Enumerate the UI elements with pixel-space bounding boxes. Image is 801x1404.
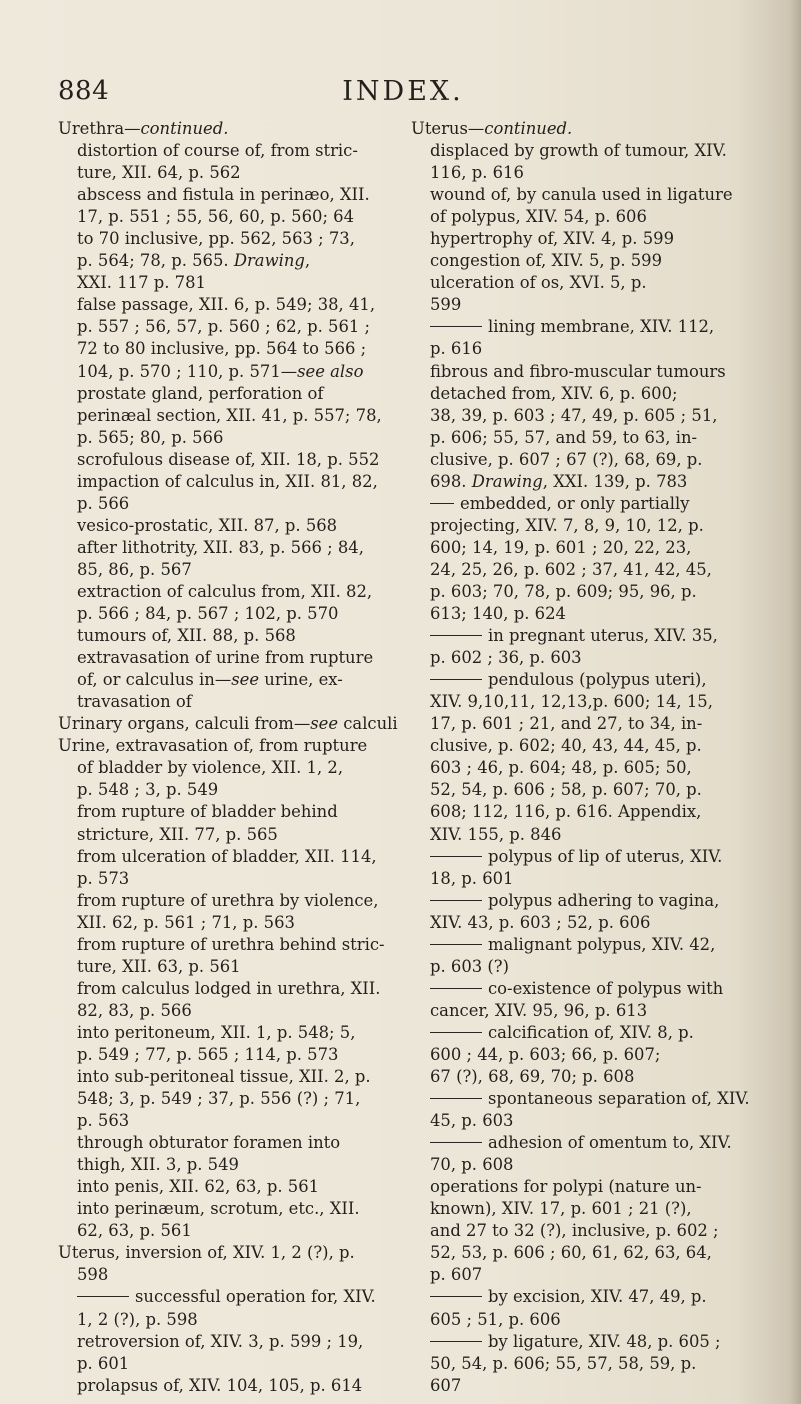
- entry-text: of polypus, XIV. 54, p. 606: [430, 207, 647, 227]
- index-entry-line: [58, 1066, 393, 1088]
- index-entry-line: [411, 206, 746, 228]
- entry-text: impaction of calculus in, XII. 81, 82,: [77, 471, 378, 491]
- entry-text: and 27 to 32 (?), inclusive, p. 602 ;: [430, 1221, 719, 1241]
- index-entry-line: [58, 824, 393, 846]
- index-entry-line: [411, 184, 746, 206]
- entry-text: 18, p. 601: [430, 868, 514, 888]
- index-entry-line: [411, 669, 746, 691]
- index-entry-line: [58, 912, 393, 934]
- ditto-dash: [430, 900, 482, 901]
- entry-text: projecting, XIV. 7, 8, 9, 10, 12, p.: [430, 515, 704, 535]
- entry-text: of, or calculus in—: [77, 670, 232, 690]
- index-entry-line: [58, 515, 393, 537]
- entry-text: ture, XII. 64, p. 562: [77, 163, 241, 183]
- entry-text: extravasation of urine from rupture: [77, 648, 374, 668]
- entry-text: urine, ex-: [259, 670, 343, 690]
- entry-text: , XXI. 139, p. 783: [542, 471, 688, 491]
- ditto-dash: [430, 1296, 482, 1297]
- index-entry-line: [58, 493, 393, 515]
- index-entry-line: [58, 890, 393, 912]
- index-entry-line: [58, 228, 393, 250]
- entry-text: p. 565; 80, p. 566: [77, 427, 224, 447]
- index-heading-line: [58, 1242, 393, 1264]
- index-entry-line: [411, 647, 746, 669]
- index-entry-line: [58, 1198, 393, 1220]
- index-entry-line: [411, 515, 746, 537]
- entry-text: embedded, or only partially: [460, 493, 690, 513]
- entry-text: clusive, p. 602; 40, 43, 44, 45, p.: [430, 736, 702, 756]
- entry-text: Uterus—: [411, 119, 485, 138]
- entry-text: XIV. 43, p. 603 ; 52, p. 606: [430, 912, 651, 932]
- entry-text: congestion of, XIV. 5, p. 599: [430, 251, 663, 271]
- entry-text: thigh, XII. 3, p. 549: [77, 1155, 239, 1175]
- index-entry-line: [58, 1132, 393, 1154]
- entry-text: p. 564; 78, p. 565.: [77, 251, 234, 271]
- index-entry-line: [58, 801, 393, 823]
- index-entry-line: [411, 1220, 746, 1242]
- entry-text: polypus of lip of uterus, XIV.: [488, 846, 723, 866]
- entry-text: stricture, XII. 77, p. 565: [77, 824, 278, 844]
- index-entry-line: [411, 1331, 746, 1353]
- index-entry-line: [411, 1309, 746, 1331]
- entry-text: 613; 140, p. 624: [430, 604, 566, 624]
- entry-text: 598: [77, 1265, 109, 1285]
- index-entry-line: [411, 978, 746, 1000]
- entry-text: extraction of calculus from, XII. 82,: [77, 581, 373, 601]
- running-head: INDEX.: [342, 76, 464, 107]
- entry-text: hypertrophy of, XIV. 4, p. 599: [430, 229, 675, 249]
- index-entry-line: [58, 537, 393, 559]
- index-entry-line: [58, 1309, 393, 1331]
- entry-text: XIV. 9,10,11, 12,13,p. 600; 14, 15,: [430, 692, 713, 712]
- index-heading-line: [411, 118, 746, 140]
- entry-text: 605 ; 51, p. 606: [430, 1309, 561, 1329]
- index-entry-line: [411, 1132, 746, 1154]
- entry-text: Urine, extravasation of, from rupture: [58, 736, 368, 756]
- index-entry-line: [411, 779, 746, 801]
- entry-text: from rupture of bladder behind: [77, 802, 338, 822]
- index-entry-line: [411, 912, 746, 934]
- index-entry-line: [58, 1154, 393, 1176]
- index-entry-line: [411, 1353, 746, 1375]
- entry-text: 24, 25, 26, p. 602 ; 37, 41, 42, 45,: [430, 559, 712, 579]
- index-entry-line: [411, 272, 746, 294]
- entry-text: travasation of: [77, 692, 192, 712]
- entry-text: lining membrane, XIV. 112,: [488, 317, 715, 337]
- entry-text: fibrous and fibro-muscular tumours: [430, 361, 726, 381]
- entry-text: 17, p. 551 ; 55, 56, 60, p. 560; 64: [77, 207, 355, 227]
- entry-text: into peritoneum, XII. 1, p. 548; 5,: [77, 1022, 356, 1042]
- index-entry-line: [411, 1198, 746, 1220]
- index-entry-line: [411, 1000, 746, 1022]
- entry-text: pendulous (polypus uteri),: [488, 670, 707, 690]
- index-entry-line: [58, 669, 393, 691]
- index-entry-line: [58, 449, 393, 471]
- ditto-dash: [430, 635, 482, 636]
- entry-text: known), XIV. 17, p. 601 ; 21 (?),: [430, 1199, 692, 1219]
- entry-text: wound of, by canula used in ligature: [430, 185, 733, 205]
- index-entry-line: [58, 1088, 393, 1110]
- entry-text: 599: [430, 295, 462, 315]
- index-entry-line: [58, 316, 393, 338]
- entry-text: by excision, XIV. 47, 49, p.: [488, 1287, 707, 1307]
- entry-text: from ulceration of bladder, XII. 114,: [77, 846, 377, 866]
- index-entry-line: [411, 1176, 746, 1198]
- entry-text: 38, 39, p. 603 ; 47, 49, p. 605 ; 51,: [430, 405, 718, 425]
- entry-text: from rupture of urethra by violence,: [77, 890, 379, 910]
- index-entry-line: [411, 1044, 746, 1066]
- entry-text: of bladder by violence, XII. 1, 2,: [77, 758, 344, 778]
- index-entry-line: [58, 691, 393, 713]
- entry-text: after lithotrity, XII. 83, p. 566 ; 84,: [77, 537, 364, 557]
- entry-text: p. 549 ; 77, p. 565 ; 114, p. 573: [77, 1044, 339, 1064]
- entry-text: from rupture of urethra behind stric-: [77, 934, 385, 954]
- index-entry-line: [58, 427, 393, 449]
- index-entry-line: [58, 272, 393, 294]
- entry-text: 17, p. 601 ; 21, and 27, to 34, in-: [430, 714, 703, 734]
- entry-text: p. 563: [77, 1111, 130, 1131]
- ditto-dash: [77, 1296, 129, 1297]
- index-entry-line: [58, 956, 393, 978]
- entry-text: 52, 54, p. 606 ; 58, p. 607; 70, p.: [430, 780, 702, 800]
- index-entry-line: [58, 383, 393, 405]
- index-entry-line: [411, 405, 746, 427]
- index-entry-line: [411, 757, 746, 779]
- italic-text: see also: [297, 361, 364, 381]
- index-entry-line: [411, 934, 746, 956]
- index-entry-line: [411, 449, 746, 471]
- index-entry-line: [58, 1331, 393, 1353]
- entry-text: 82, 83, p. 566: [77, 1000, 192, 1020]
- entry-text: 548; 3, p. 549 ; 37, p. 556 (?) ; 71,: [77, 1089, 361, 1109]
- entry-text: 698.: [430, 471, 472, 491]
- index-entry-line: [411, 713, 746, 735]
- index-entry-line: [58, 779, 393, 801]
- index-entry-line: [411, 1154, 746, 1176]
- index-heading-line: [58, 713, 398, 735]
- entry-text: distortion of course of, from stric-: [77, 141, 358, 161]
- entry-text: 607: [430, 1375, 462, 1395]
- entry-text: p. 603; 70, 78, p. 609; 95, 96, p.: [430, 581, 697, 601]
- entry-text: 85, 86, p. 567: [77, 559, 192, 579]
- index-entry-line: [58, 206, 393, 228]
- entry-text: in pregnant uterus, XIV. 35,: [488, 626, 718, 646]
- italic-text: see: [310, 714, 339, 734]
- index-entry-line: [411, 846, 746, 868]
- index-column-left: [58, 118, 398, 1397]
- entry-text: operations for polypi (nature un-: [430, 1177, 702, 1197]
- index-entry-line: [58, 625, 393, 647]
- index-entry-line: [411, 603, 746, 625]
- index-entry-line: [411, 956, 746, 978]
- entry-text: spontaneous separation of, XIV.: [488, 1089, 750, 1109]
- entry-text: 70, p. 608: [430, 1155, 514, 1175]
- index-entry-line: [58, 581, 393, 603]
- entry-text: 50, 54, p. 606; 55, 57, 58, 59, p.: [430, 1353, 697, 1373]
- index-entry-line: [411, 140, 746, 162]
- italic-text: see: [231, 670, 260, 690]
- entry-text: cancer, XIV. 95, 96, p. 613: [430, 1000, 648, 1020]
- entry-text: prolapsus of, XIV. 104, 105, p. 614: [77, 1375, 363, 1395]
- index-entry-line: [411, 294, 746, 316]
- entry-text: 67 (?), 68, 69, 70; p. 608: [430, 1067, 635, 1087]
- entry-text: p. 548 ; 3, p. 549: [77, 780, 219, 800]
- index-entry-line: [58, 250, 393, 272]
- index-entry-line: [411, 868, 746, 890]
- ditto-dash: [430, 1142, 482, 1143]
- ditto-dash: [430, 679, 482, 680]
- index-entry-line: [411, 250, 746, 272]
- index-entry-line: [58, 846, 393, 868]
- index-entry-line: [58, 471, 393, 493]
- index-entry-line: [58, 1110, 393, 1132]
- entry-text: p. 557 ; 56, 57, p. 560 ; 62, p. 561 ;: [77, 317, 371, 337]
- entry-text: through obturator foramen into: [77, 1133, 341, 1153]
- index-heading-line: [58, 118, 393, 140]
- index-entry-line: [58, 1000, 393, 1022]
- index-entry-line: [411, 1022, 746, 1044]
- index-entry-line: [58, 1220, 393, 1242]
- index-entry-line: [411, 228, 746, 250]
- entry-text: p. 566 ; 84, p. 567 ; 102, p. 570: [77, 604, 339, 624]
- italic-text: Drawing: [233, 251, 305, 271]
- entry-text: 52, 53, p. 606 ; 60, 61, 62, 63, 64,: [430, 1243, 712, 1263]
- entry-text: 600; 14, 19, p. 601 ; 20, 22, 23,: [430, 537, 692, 557]
- index-entry-line: [411, 1264, 746, 1286]
- index-entry-line: [58, 1176, 393, 1198]
- entry-text: by ligature, XIV. 48, p. 605 ;: [488, 1331, 721, 1351]
- index-entry-line: [411, 735, 746, 757]
- index-entry-line: [411, 162, 746, 184]
- entry-text: malignant polypus, XIV. 42,: [488, 934, 716, 954]
- index-entry-line: [58, 978, 393, 1000]
- entry-text: ulceration of os, XVI. 5, p.: [430, 273, 647, 293]
- ditto-dash: [430, 1032, 482, 1033]
- entry-text: tumours of, XII. 88, p. 568: [77, 626, 296, 646]
- entry-text: prostate gland, perforation of: [77, 383, 324, 403]
- index-entry-line: [411, 559, 746, 581]
- ditto-dash: [430, 944, 482, 945]
- index-entry-line: [411, 1088, 750, 1110]
- entry-text: perinæal section, XII. 41, p. 557; 78,: [77, 405, 382, 425]
- ditto-dash: [430, 856, 482, 857]
- entry-text: 72 to 80 inclusive, pp. 564 to 566 ;: [77, 339, 367, 359]
- entry-text: ture, XII. 63, p. 561: [77, 956, 241, 976]
- index-entry-line: [58, 361, 393, 383]
- index-entry-line: [411, 1066, 746, 1088]
- entry-text: p. 566: [77, 493, 130, 513]
- entry-text: retroversion of, XIV. 3, p. 599 ; 19,: [77, 1331, 364, 1351]
- page-header: [58, 70, 748, 110]
- index-entry-line: [58, 1286, 393, 1308]
- ditto-dash: [430, 1098, 482, 1099]
- entry-text: 104, p. 570 ; 110, p. 571—: [77, 361, 298, 381]
- index-entry-line: [58, 757, 393, 779]
- index-entry-line: [58, 603, 393, 625]
- index-entry-line: [411, 581, 746, 603]
- index-entry-line: [58, 1353, 393, 1375]
- entry-text: 608; 112, 116, p. 616. Appendix,: [430, 802, 702, 822]
- entry-text: XII. 62, p. 561 ; 71, p. 563: [77, 912, 295, 932]
- entry-text: p. 601: [77, 1353, 130, 1373]
- entry-text: into sub-peritoneal tissue, XII. 2, p.: [77, 1067, 371, 1087]
- ditto-dash: [430, 503, 454, 504]
- index-entry-line: [58, 868, 393, 890]
- index-entry-line: [411, 537, 746, 559]
- index-heading-line: [58, 735, 393, 757]
- index-entry-line: [411, 625, 746, 647]
- index-entry-line: [411, 1110, 746, 1132]
- index-entry-line: [411, 361, 746, 383]
- entry-text: Urethra—: [58, 119, 141, 138]
- entry-text: displaced by growth of tumour, XIV.: [430, 141, 727, 161]
- entry-text: Urinary organs, calculi from—: [58, 714, 311, 734]
- ditto-dash: [430, 1341, 482, 1342]
- index-entry-line: [411, 1375, 746, 1397]
- page-edge-shadow: [789, 0, 801, 1404]
- entry-text: co-existence of polypus with: [488, 978, 724, 998]
- entry-text: 45, p. 603: [430, 1111, 514, 1131]
- ditto-dash: [430, 326, 482, 327]
- entry-text: 62, 63, p. 561: [77, 1221, 192, 1241]
- index-entry-line: [58, 338, 393, 360]
- index-entry-line: [411, 1242, 746, 1264]
- entry-text: p. 607: [430, 1265, 483, 1285]
- index-entry-line: [411, 316, 746, 338]
- entry-text: p. 606; 55, 57, and 59, to 63, in-: [430, 427, 698, 447]
- italic-text: Drawing: [471, 471, 543, 491]
- index-entry-line: [411, 493, 746, 515]
- entry-text: adhesion of omentum to, XIV.: [488, 1133, 732, 1153]
- index-entry-line: [411, 801, 746, 823]
- index-entry-line: [58, 405, 393, 427]
- entry-text: calculi: [338, 714, 398, 734]
- index-entry-line: [58, 1044, 393, 1066]
- index-entry-line: [58, 140, 393, 162]
- index-entry-line: [58, 1264, 393, 1286]
- entry-text: into perinæum, scrotum, etc., XII.: [77, 1199, 360, 1219]
- index-entry-line: [58, 934, 393, 956]
- entry-text: 600 ; 44, p. 603; 66, p. 607;: [430, 1044, 661, 1064]
- entry-text: Uterus, inversion of, XIV. 1, 2 (?), p.: [58, 1243, 355, 1263]
- index-entry-line: [58, 294, 393, 316]
- index-entry-line: [58, 162, 393, 184]
- entry-text: ,: [304, 251, 311, 271]
- entry-text: XIV. 155, p. 846: [430, 824, 562, 844]
- index-entry-line: [411, 427, 746, 449]
- entry-text: calcification of, XIV. 8, p.: [488, 1022, 694, 1042]
- entry-text: to 70 inclusive, pp. 562, 563 ; 73,: [77, 229, 355, 249]
- entry-text: abscess and fistula in perinæo, XII.: [77, 185, 370, 205]
- entry-text: detached from, XIV. 6, p. 600;: [430, 383, 678, 403]
- index-entry-line: [411, 338, 746, 360]
- index-entry-line: [411, 691, 746, 713]
- italic-text: continued.: [140, 119, 229, 138]
- index-entry-line: [58, 559, 393, 581]
- entry-text: p. 616: [430, 339, 483, 359]
- entry-text: into penis, XII. 62, 63, p. 561: [77, 1177, 320, 1197]
- entry-text: clusive, p. 607 ; 67 (?), 68, 69, p.: [430, 449, 703, 469]
- entry-text: p. 603 (?): [430, 956, 509, 976]
- entry-text: 1, 2 (?), p. 598: [77, 1309, 198, 1329]
- index-entry-line: [58, 1375, 393, 1397]
- ditto-dash: [430, 988, 482, 989]
- index-entry-line: [411, 383, 746, 405]
- index-column-right: [411, 118, 750, 1397]
- page-number: 884: [58, 76, 110, 106]
- index-entry-line: [58, 184, 393, 206]
- entry-text: false passage, XII. 6, p. 549; 38, 41,: [77, 295, 376, 315]
- entry-text: scrofulous disease of, XII. 18, p. 552: [77, 449, 380, 469]
- entry-text: polypus adhering to vagina,: [488, 890, 720, 910]
- index-entry-line: [411, 890, 746, 912]
- entry-text: p. 602 ; 36, p. 603: [430, 648, 582, 668]
- entry-text: p. 573: [77, 868, 130, 888]
- italic-text: continued.: [484, 119, 573, 138]
- entry-text: 603 ; 46, p. 604; 48, p. 605; 50,: [430, 758, 692, 778]
- entry-text: successful operation for, XIV.: [135, 1287, 376, 1307]
- entry-text: from calculus lodged in urethra, XII.: [77, 978, 381, 998]
- entry-text: XXI. 117 p. 781: [77, 273, 206, 293]
- index-entry-line: [411, 824, 746, 846]
- entry-text: vesico-prostatic, XII. 87, p. 568: [77, 515, 338, 535]
- entry-text: 116, p. 616: [430, 163, 524, 183]
- index-entry-line: [58, 1022, 393, 1044]
- index-entry-line: [58, 647, 393, 669]
- index-entry-line: [411, 471, 746, 493]
- index-entry-line: [411, 1286, 746, 1308]
